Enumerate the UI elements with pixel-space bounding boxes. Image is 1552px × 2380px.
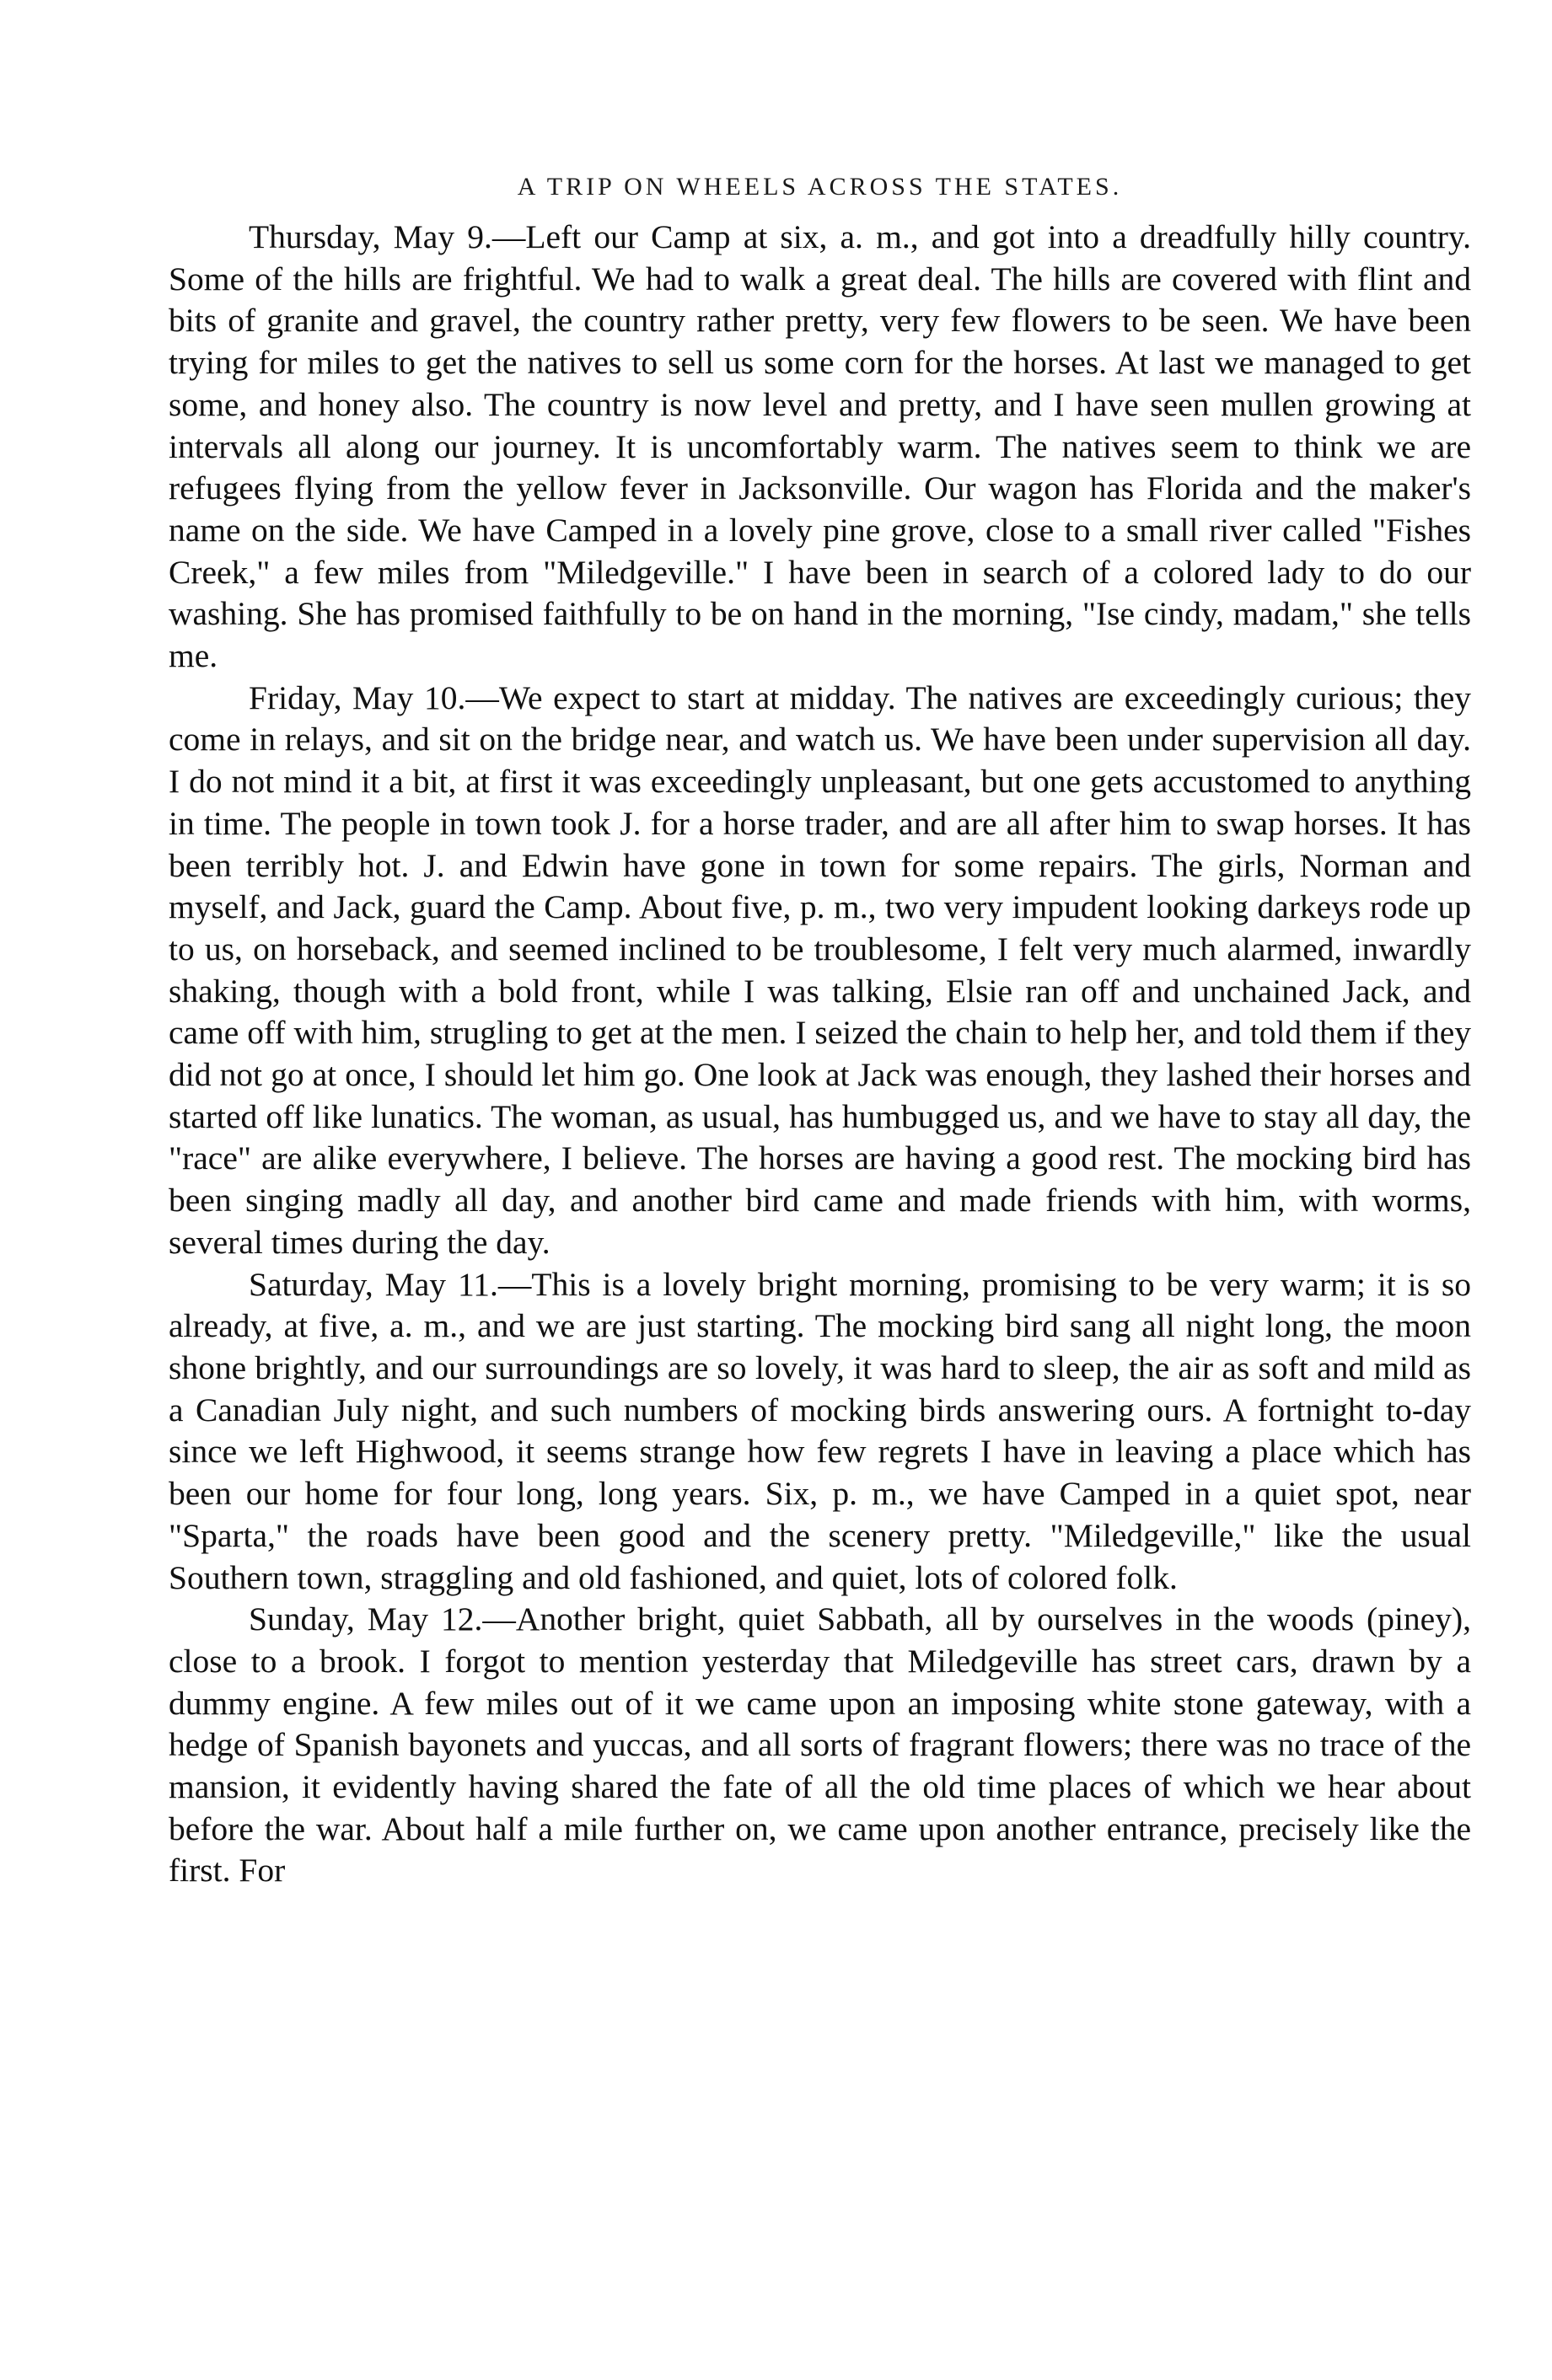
diary-entry-may-12: Sunday, May 12.—Another bright, quiet Sabbath, all by ourselves in the woods (piney), close to a brook. I forgot to mention yesterday that Miledgeville has street cars, drawn by a dummy engine. A few miles out of it we came upon an imposing white stone gateway, with a hedge of Spanish bayonets and yuccas, and all sorts of fragrant flowers; there was no trace of the mansion, it evidently having shared the fate of all the old time places of which we hear about before the war. About half a mile further on, we came upon another entrance, precisely like the first. For <box>169 1600 1471 1890</box>
diary-text <box>169 217 1471 1892</box>
running-head: A TRIP ON WHEELS ACROSS THE STATES. <box>517 173 1123 201</box>
book-page <box>169 173 1471 1892</box>
diary-entry-may-10: Friday, May 10.—We expect to start at midday. The natives are exceedingly curious; they come in relays, and sit on the bridge near, and watch us. We have been under supervision all day. I do not mind it a bit, at first it was exceedingly unpleasant, but one gets accustomed to anything in time. The people in town took J. for a horse trader, and are all after him to swap horses. It has been terribly hot. J. and Edwin have gone in town for some repairs. The girls, Norman and myself, and Jack, guard the Camp. About five, p. m., two very impudent looking darkeys rode up to us, on horseback, and seemed inclined to be troublesome, I felt very much alarmed, inwardly shaking, though with a bold front, while I was talking, Elsie ran off and unchained Jack, and came off with him, strugling to get at the men. I seized the chain to help her, and told them if they did not go at once, I should let him go. One look at Jack was enough, they lashed their horses and started off like lunatics. The woman, as usual, has humbugged us, and we have to stay all day, the "race" are alike everywhere, I believe. The horses are having a good rest. The mocking bird has been singing madly all day, and another bird came and made friends with him, with worms, several times during the day. <box>169 678 1471 1261</box>
diary-entry-may-11: Saturday, May 11.—This is a lovely bright morning, promising to be very warm; it is so already, at five, a. m., and we are just starting. The mocking bird sang all night long, the moon shone brightly, and our surroundings are so lovely, it was hard to sleep, the air as soft and mild as a Canadian July night, and such numbers of mocking birds answering ours. A fortnight to-day since we left Highwood, it seems strange how few regrets I have in leaving a place which has been our home for four long, long years. Six, p. m., we have Camped in a quiet spot, near "Sparta," the roads have been good and the scenery pretty. "Miledgeville," like the usual Southern town, straggling and old fashioned, and quiet, lots of colored folk. <box>169 1265 1471 1596</box>
diary-entry-may-9: Thursday, May 9.—Left our Camp at six, a. m., and got into a dreadfully hilly country. Some of the hills are frightful. We had to walk a great deal. The hills are covered with flint and bits of granite and gravel, the country rather pretty, very few flowers to be seen. We have been trying for miles to get the natives to sell us some corn for the horses. At last we managed to get some, and honey also. The country is now level and pretty, and I have seen mullen growing at intervals all along our journey. It is uncomfortably warm. The natives seem to think we are refugees flying from the yellow fever in Jacksonville. Our wagon has Florida and the maker's name on the side. We have Camped in a lovely pine grove, close to a small river called "Fishes Creek," a few miles from "Miledgeville." I have been in search of a colored lady to do our washing. She has promised faithfully to be on hand in the morning, "Ise cindy, madam," she tells me. <box>169 218 1471 675</box>
